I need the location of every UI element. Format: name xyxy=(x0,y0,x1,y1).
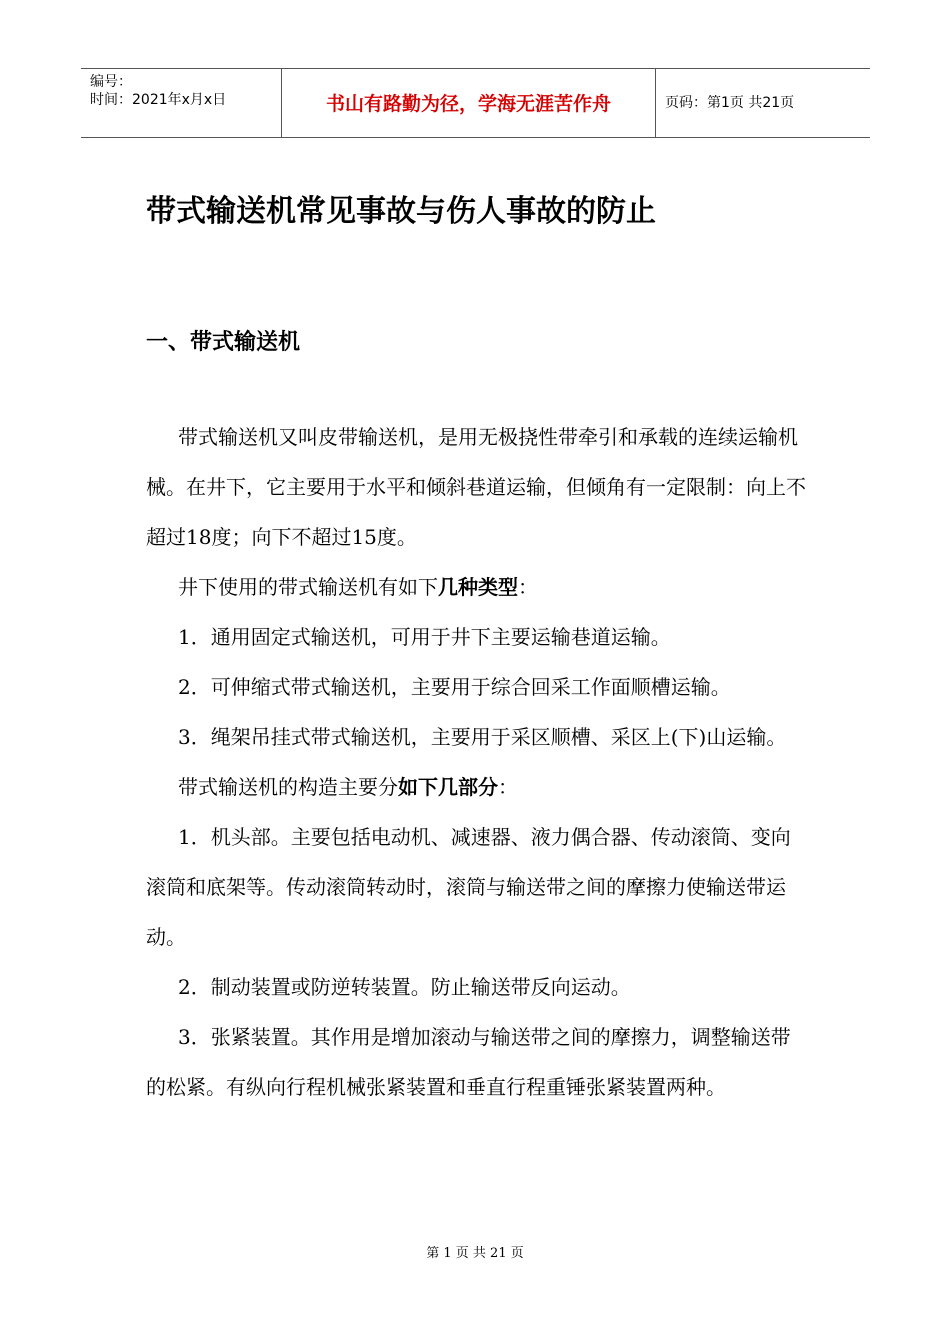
header-page-info: 页码：第1页 共21页 xyxy=(665,95,795,111)
header-motto: 书山有路勤为径，学海无涯苦作舟 xyxy=(325,93,611,115)
header-time-label: 时间：2021年x月x日 xyxy=(90,92,227,108)
list-item: 2．制动装置或防逆转装置。防止输送带反向运动。 xyxy=(178,975,631,999)
header-table xyxy=(81,68,870,138)
paragraph: 井下使用的带式输送机有如下几种类型： xyxy=(178,575,538,599)
paragraph: 带式输送机的构造主要分如下几部分： xyxy=(178,775,518,799)
list-item: 1．通用固定式输送机，可用于井下主要运输巷道运输。 xyxy=(178,625,671,649)
header-motto-cell xyxy=(281,69,656,137)
list-item: 1．机头部。主要包括电动机、减速器、液力偶合器、传动滚筒、变向滚筒和底架等。传动滚筒转动时，滚筒与输送带之间的摩擦力使输送带运动。 xyxy=(146,825,791,949)
section-heading: 一、带式输送机 xyxy=(146,330,301,355)
paragraph: 带式输送机又叫皮带输送机，是用无极挠性带牵引和承载的连续运输机械。在井下，它主要用于水平和倾斜巷道运输，但倾角有一定限制：向上不超过18度；向下不超过15度。 xyxy=(146,425,806,549)
header-id-label: 编号： xyxy=(90,74,132,90)
page-footer: 第 1 页 共 21 页 xyxy=(426,1246,524,1261)
list-item: 2．可伸缩式带式输送机，主要用于综合回采工作面顺槽运输。 xyxy=(178,675,731,699)
document-body xyxy=(146,412,808,1112)
list-item: 3．绳架吊挂式带式输送机，主要用于采区顺槽、采区上(下)山运输。 xyxy=(178,725,787,749)
list-item: 3．张紧装置。其作用是增加滚动与输送带之间的摩擦力，调整输送带的松紧。有纵向行程机械张紧装置和垂直行程重锤张紧装置两种。 xyxy=(146,1025,791,1099)
document-title: 带式输送机常见事故与伤人事故的防止 xyxy=(146,194,656,229)
header-meta-cell xyxy=(81,69,281,137)
header-page-cell xyxy=(655,69,870,137)
